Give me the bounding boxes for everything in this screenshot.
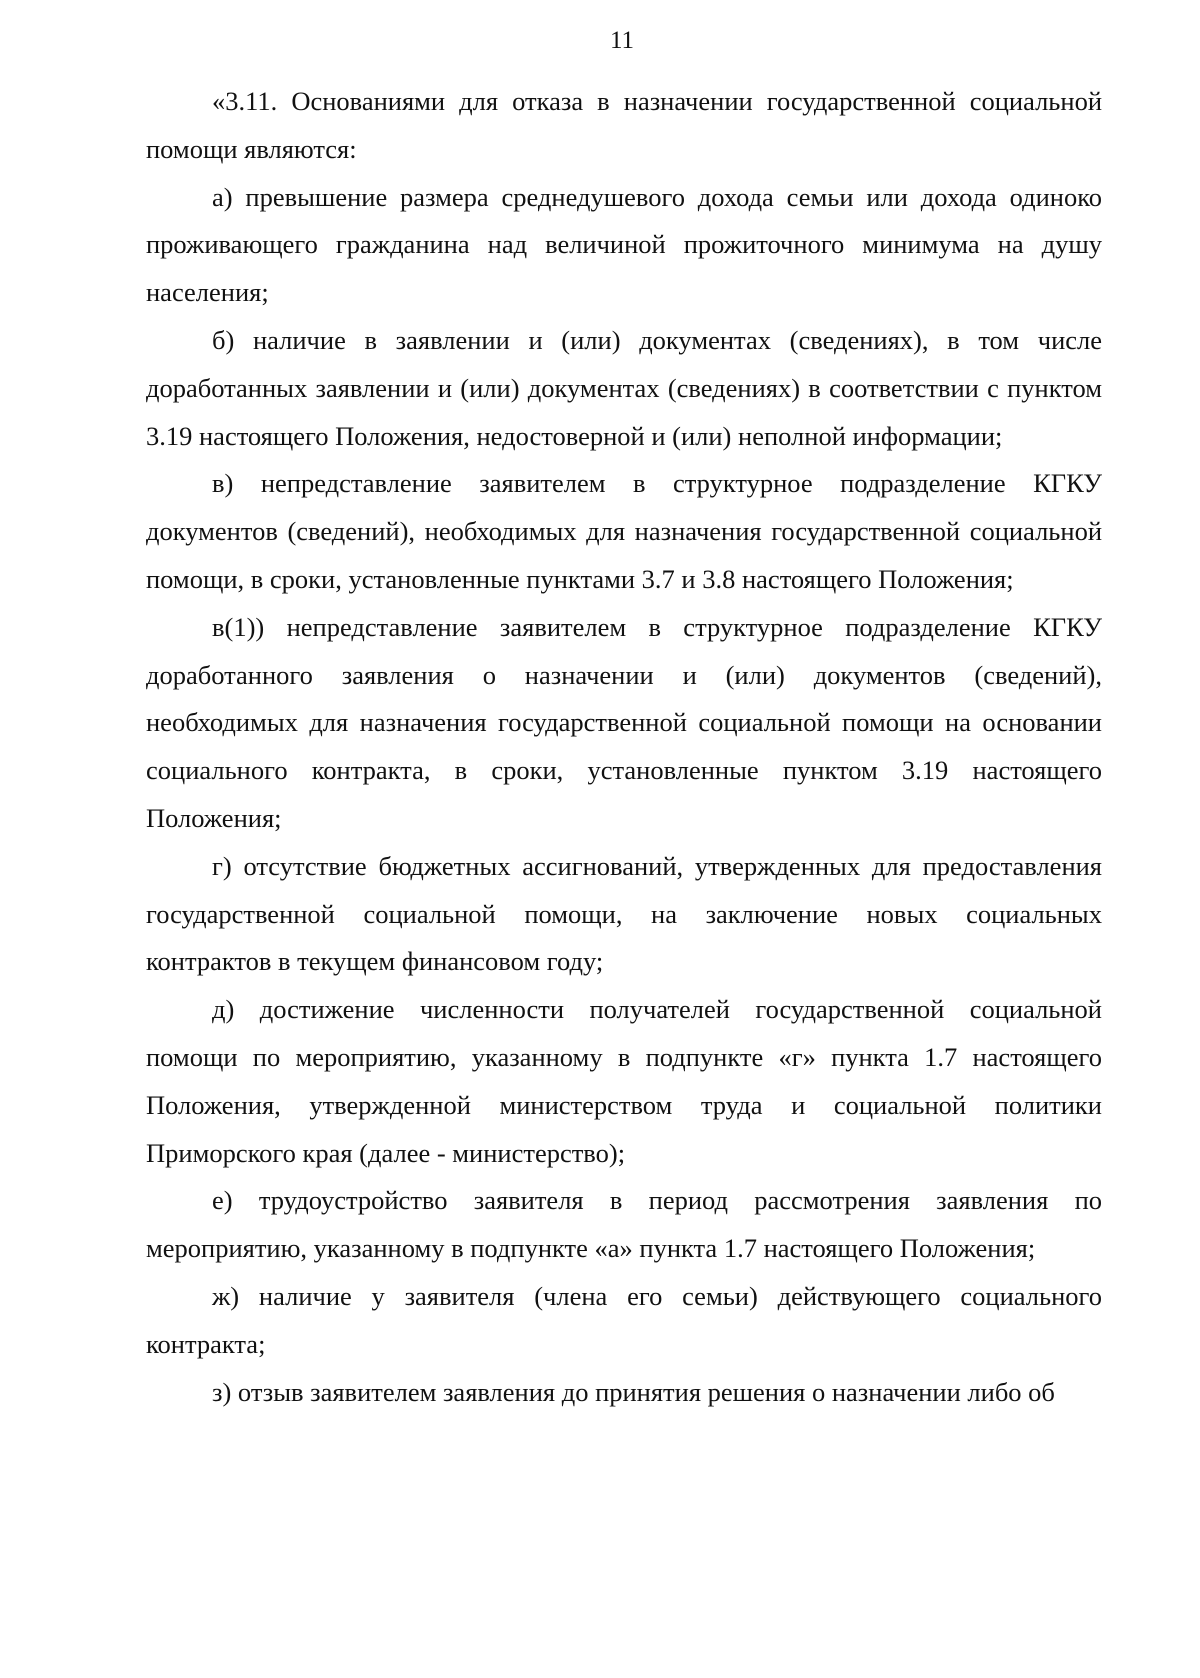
paragraph-item-v: в) непредставление заявителем в структурное подразделение КГКУ документов (сведений), необходимых для назначения государственной социальной помощи, в сроки, установленные пунктами 3.7 и 3.8 настоящего Положения; — [146, 468, 1102, 594]
paragraph-item-g: г) отсутствие бюджетных ассигнований, утвержденных для предоставления государственной социальной помощи, на заключение новых социальных контрактов в текущем финансовом году; — [146, 850, 1102, 977]
paragraph-item-a: а) превышение размера среднедушевого дохода семьи или дохода одиноко проживающего гражданина над величиной прожиточного минимума на душу населения; — [146, 181, 1102, 308]
page-number: 11 — [609, 27, 635, 54]
paragraph-item-zh: ж) наличие у заявителя (члена его семьи) действующего социального контракта; — [146, 1280, 1102, 1359]
document-body — [146, 78, 1102, 1416]
paragraph-item-e: е) трудоустройство заявителя в период рассмотрения заявления по мероприятию, указанному в подпункте «а» пункта 1.7 настоящего Положения; — [146, 1185, 1102, 1264]
paragraph-3-11-intro: «3.11. Основаниями для отказа в назначении государственной социальной помощи являются: — [146, 86, 1102, 164]
paragraph-item-b: б) наличие в заявлении и (или) документах (сведениях), в том числе доработанных заявлении и (или) документах (сведениях) в соответствии с пунктом 3.19 настоящего Положения, недостоверной и (или) неполной информации; — [146, 324, 1102, 451]
paragraph-item-v1: в(1)) непредставление заявителем в структурное подразделение КГКУ доработанного заявления о назначении и (или) документов (сведений), необходимых для назначения государственной социальной помощи на основании социального контракта, в сроки, установленные пунктом 3.19 настоящего Положения; — [146, 611, 1102, 833]
paragraph-item-d: д) достижение численности получателей государственной социальной помощи по мероприятию, указанному в подпункте «г» пункта 1.7 настоящего Положения, утвержденной министерством труда и социальной политики Приморского края (далее - министерство); — [146, 994, 1102, 1168]
paragraph-item-z: з) отзыв заявителем заявления до принятия решения о назначении либо об — [212, 1376, 1055, 1407]
